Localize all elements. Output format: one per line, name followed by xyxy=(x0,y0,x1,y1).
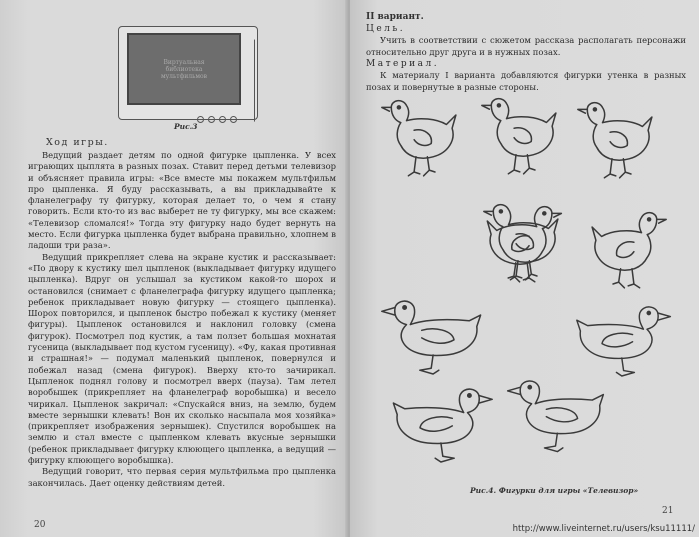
right-page xyxy=(350,0,699,537)
goal-text: Учить в соответствии с сюжетом рассказа располагать персонажи относительно друг друга и в нужных позах. xyxy=(366,35,686,57)
material-text: К материалу I варианта добавляются фигурки утенка в разных позах и повернутые в разные стороны. xyxy=(366,70,686,92)
material-label: Материал. xyxy=(366,59,440,69)
left-page-body xyxy=(28,150,336,489)
right-page-number: 21 xyxy=(662,506,674,516)
section-heading: Ход игры. xyxy=(46,137,109,148)
paragraph-3: Ведущий говорит, что первая серия мультфильма про цыпленка закончилась. Дает оценку действиям детей. xyxy=(28,466,336,488)
goal-block xyxy=(366,24,686,58)
figure-3-caption: Рис.3 xyxy=(174,122,198,131)
left-page xyxy=(0,0,348,537)
variant-heading: II вариант. xyxy=(366,12,424,22)
tv-buttons xyxy=(197,108,247,114)
tv-screen-text: Виртуальная библиотека мультфильмов xyxy=(160,59,208,80)
tv-screen xyxy=(127,33,241,105)
figure-4-caption: Рис.4. Фигурки для игры «Телевизор» xyxy=(470,486,639,495)
goal-label: Цель. xyxy=(366,24,406,34)
chick-figures-illustration xyxy=(378,92,678,482)
material-block xyxy=(366,59,686,93)
left-page-number: 20 xyxy=(34,520,46,530)
paragraph-1: Ведущий раздает детям по одной фигурке цыпленка. У всех играющих цыплята в разных позах. Ставит перед детьми телевизор и объясняет правила игры: «Все вместе мы покажем мультфильм про цыпленка. Я буду рассказывать, а вы прикладывайте к фланелеграфу ту фигурку, которая делает то, о чем я стану говорить. Если кто-то из вас выберет не ту фигурку, мы все скажем: «Телевизор сломался!» Тогда эту фигурку надо будет вернуть на место. Если фигурка цыпленка будет выбрана правильно, хлопнем в ладоши три раза». xyxy=(28,150,336,251)
watermark-url: http://www.liveinternet.ru/users/ksu11111/ xyxy=(512,524,695,534)
paragraph-2: Ведущий прикрепляет слева на экране кустик и рассказывает: «По двору к кустику шел цыпленок (выкладывает фигурку идущего цыпленка). Вдруг он услышал за кустиком какой-то шорох и остановился (снимает с фланелеграфа фигурку идущего цыпленка; ребенок прикладывает новую фигурку — стоящего цыпленка). Шорох повторился, и цыпленок быстро побежал к кустику (меняет фигуры). Цыпленок остановился и наклонил головку (смена фигурок). Посмотрел под кустик, а там ползет большая мохнатая гусеница (выкладывает под кустом гусеницу). «Фу, какая противная и страшная!» — подумал маленький цыпленок, повернулся и побежал назад (смена фигурок). Вверху кто-то зачирикал. Цыпленок поднял голову и посмотрел вверх (пауза). Там летел воробышек (прикрепляет на фланелеграф воробышка) и весело чирикал. Цыпленок закричал: «Спускайся вниз, на землю, будем вместе зернышки клевать! Вон их сколько насыпала моя хозяйка» (прикрепляет изображения зернышек). Спустился воробышек на землю и стал вместе с цыпленком клевать вкусные зернышки (ребенок прикладывает фигурку клюющего цыпленка, а ведущий — фигурку клюющего воробышка). xyxy=(28,251,336,466)
tv-stand xyxy=(254,34,269,121)
tv-illustration xyxy=(118,26,258,120)
